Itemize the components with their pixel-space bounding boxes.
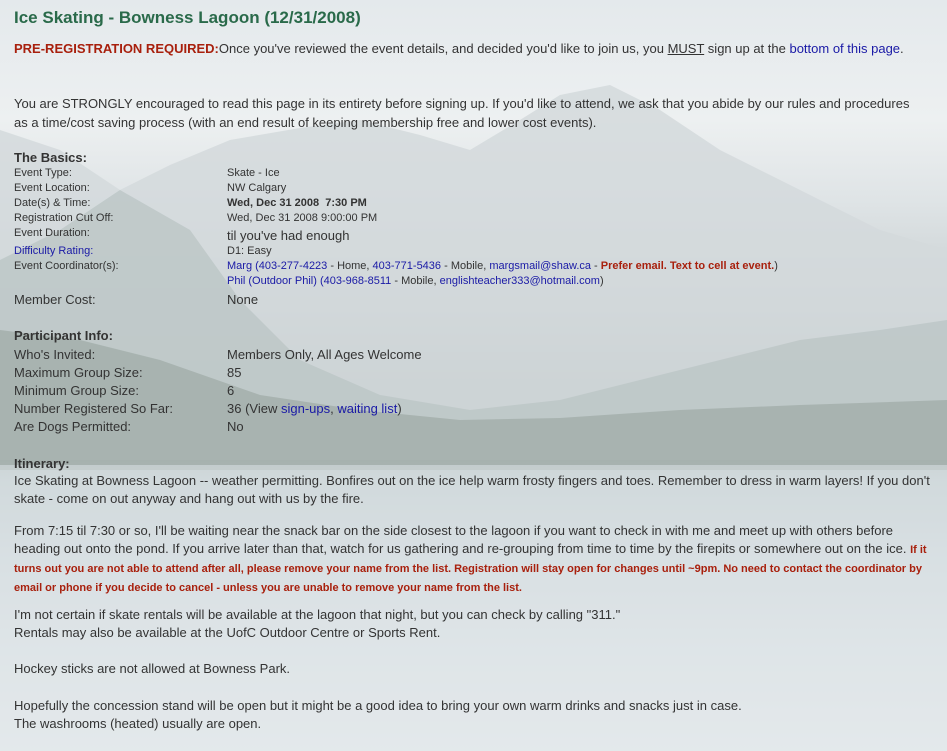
itinerary-p2-text: From 7:15 til 7:30 or so, I'll be waiting near the snack bar on the side closest to the lagoon if you want to check in with me and meet up with others before heading out onto the pond. If you arrive later than that, watch for us gathering and re-grouping from time to time by the firepits or somewhere out on the ice. (14, 523, 911, 556)
coordinator-1 (227, 260, 778, 272)
event-type-label: Event Type: (14, 167, 72, 179)
dogs-value: No (227, 419, 244, 434)
difficulty-rating-link[interactable]: Difficulty Rating: (14, 245, 94, 257)
coordinator-2-email-link[interactable]: englishteacher333@hotmail.com (439, 275, 600, 287)
min-size-value: 6 (227, 383, 235, 398)
min-size-label: Minimum Group Size: (14, 383, 139, 398)
rentals-alternative-text: Rentals may also be available at the UofC Outdoor Centre or Sports Rent. (14, 625, 441, 640)
home-separator: - Home, (327, 260, 373, 272)
waiting-list-link[interactable]: waiting list (337, 401, 398, 416)
registered-value (227, 401, 402, 416)
invited-label: Who's Invited: (14, 347, 96, 362)
washrooms-text: The washrooms (heated) usually are open. (14, 716, 262, 731)
coordinator-1-name-link[interactable]: Marg (227, 260, 253, 272)
cancellation-warning: If it turns out you are not able to attend after all, please remove your name from the list. Registration will stay open for changes until ~9pm. No need to contact the coordinator by email or phone if you decide to cancel - unless you are unable to remove your name from the list. (14, 544, 927, 594)
prereg-end: . (900, 41, 904, 56)
member-cost-value: None (227, 292, 259, 307)
coordinator-1-email-link[interactable]: margsmail@shaw.ca (489, 260, 591, 272)
coordinator-1-mobile-phone-link[interactable]: 403-771-5436 (372, 260, 442, 272)
max-size-label: Maximum Group Size: (14, 365, 143, 380)
coordinator-1-close: ) (774, 260, 778, 272)
participant-info-heading: Participant Info: (14, 328, 113, 343)
itinerary-paragraph-1: Ice Skating at Bowness Lagoon -- weather permitting. Bonfires out on the ice help warm frosty fingers and toes. Remember to dress in warm layers! If you don't skate - come on out anyway and hang out with us by the fire. (14, 473, 930, 506)
preregistration-notice (14, 39, 914, 59)
coordinator-2-mobile-separator: - Mobile, (391, 275, 440, 287)
duration-label: Event Duration: (14, 227, 90, 239)
bottom-of-page-link[interactable]: bottom of this page (789, 41, 901, 56)
event-location-label: Event Location: (14, 182, 90, 194)
member-cost-label: Member Cost: (14, 292, 96, 307)
registered-comma: , (330, 401, 338, 416)
event-type-value: Skate - Ice (227, 167, 280, 179)
registered-count: 36 (View (227, 401, 281, 416)
dogs-label: Are Dogs Permitted: (14, 419, 132, 434)
coordinator-2-mobile-phone-link[interactable]: (403-968-8511 (319, 275, 392, 287)
itinerary-paragraph-4: Hockey sticks are not allowed at Bowness Park. (14, 661, 291, 676)
coordinator-1-home-phone-link[interactable]: (403-277-4223 (255, 260, 328, 272)
coordinator-2 (227, 275, 604, 287)
mobile-separator: - Mobile, (441, 260, 490, 272)
basics-heading: The Basics: (14, 150, 87, 165)
prereg-text-1: Once you've reviewed the event details, and decided you'd like to join us, you (218, 41, 668, 56)
must-text: MUST (667, 41, 705, 56)
cutoff-label: Registration Cut Off: (14, 212, 114, 224)
intro-paragraph: You are STRONGLY encouraged to read this page in its entirety before signing up. If you'd like to attend, we ask that you abide by our rules and procedures as a time/cost saving process (with an end result of keeping membership free and lower cost events). (14, 96, 910, 130)
coordinator-1-note: Prefer email. Text to cell at event. (600, 260, 775, 272)
sign-ups-link[interactable]: sign-ups (280, 401, 331, 416)
coordinator-1-separator: - (591, 260, 601, 272)
difficulty-value: D1: Easy (227, 245, 272, 257)
itinerary-paragraph-2 (14, 522, 934, 597)
coordinator-label: Event Coordinator(s): (14, 260, 119, 272)
itinerary-paragraph-5 (14, 697, 934, 733)
registered-label: Number Registered So Far: (14, 401, 173, 416)
rentals-text: I'm not certain if skate rentals will be available at the lagoon that night, but you can check by calling "311." (14, 607, 621, 622)
invited-value: Members Only, All Ages Welcome (227, 347, 422, 362)
coordinator-2-close: ) (599, 275, 604, 287)
duration-value: til you've had enough (227, 228, 350, 243)
concession-text: Hopefully the concession stand will be open but it might be a good idea to bring your own warm drinks and snacks just in case. (14, 698, 742, 713)
datetime-value: Wed, Dec 31 2008 7:30 PM (227, 197, 367, 209)
prereg-text-2: sign up at the (704, 41, 790, 56)
event-location-value: NW Calgary (227, 182, 287, 194)
max-size-value: 85 (227, 365, 242, 380)
itinerary-paragraph-3 (14, 606, 934, 642)
prereg-label: PRE-REGISTRATION REQUIRED: (14, 41, 219, 56)
coordinator-2-name-link[interactable]: Phil (Outdoor Phil) (227, 275, 317, 287)
datetime-label: Date(s) & Time: (14, 197, 91, 209)
registered-close: ) (397, 401, 402, 416)
itinerary-heading: Itinerary: (14, 456, 70, 471)
page-title: Ice Skating - Bowness Lagoon (12/31/2008) (14, 8, 361, 27)
cutoff-value: Wed, Dec 31 2008 9:00:00 PM (227, 212, 378, 224)
